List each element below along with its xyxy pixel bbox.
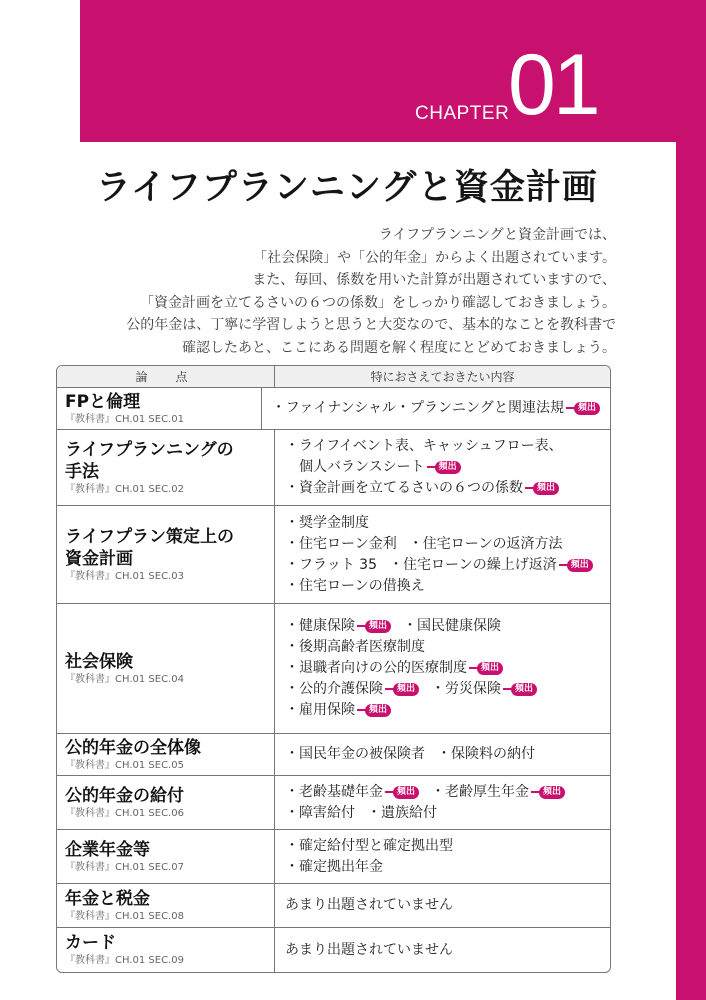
content-line	[285, 857, 600, 878]
content-item-text: ・ライフイベント表、キャッシュフロー表、	[285, 438, 563, 454]
content-item	[367, 803, 437, 824]
topic-cell	[57, 734, 275, 775]
content-item-text: ・後期高齢者医療制度	[285, 639, 425, 655]
content-line	[285, 513, 600, 534]
content-item	[285, 555, 377, 576]
topics-table	[56, 365, 611, 973]
content-line	[285, 940, 600, 961]
content-item-text: あまり出題されていません	[285, 941, 453, 958]
table-body	[57, 388, 610, 972]
content-item-text: ・障害給付	[285, 804, 355, 821]
textbook-reference: 『教科書』CH.01 SEC.06	[65, 807, 184, 819]
content-cell	[275, 506, 610, 603]
topic-title: 公的年金の給付	[65, 785, 184, 806]
content-item	[285, 836, 453, 857]
content-cell	[275, 928, 610, 972]
chapter-number: 01	[508, 37, 598, 133]
content-cell	[275, 884, 610, 927]
content-item-text: ・確定給付型と確定拠出型	[285, 837, 453, 854]
content-cell	[262, 388, 610, 429]
page-title: ライフプランニングと資金計画	[96, 168, 598, 208]
content-line	[285, 637, 600, 658]
content-line	[285, 679, 600, 700]
topic-title: カード	[65, 933, 116, 953]
frequent-badge: 頻出	[365, 704, 391, 717]
content-line	[285, 576, 600, 597]
content-item	[409, 534, 563, 555]
content-cell	[275, 830, 610, 883]
intro-paragraph	[126, 224, 616, 359]
content-cell	[275, 734, 610, 775]
topic-cell	[57, 776, 275, 829]
content-item-text: 個人バランスシート	[285, 459, 425, 475]
topic-cell	[57, 604, 275, 733]
topic-title: 企業年金等	[65, 839, 150, 860]
table-row	[57, 604, 610, 734]
content-item-text: ・老齢基礎年金	[285, 783, 383, 800]
table-row	[57, 884, 610, 928]
header-topic: 論 点	[57, 366, 275, 387]
content-item	[285, 857, 383, 878]
textbook-reference: 『教科書』CH.01 SEC.04	[65, 673, 184, 685]
content-item	[285, 658, 503, 679]
content-item-text: ・労災保険	[431, 681, 502, 697]
intro-line: ライフプランニングと資金計画では、	[378, 227, 616, 243]
textbook-reference: 『教科書』CH.01 SEC.09	[65, 955, 184, 966]
topic-cell	[57, 388, 262, 429]
topic-title: ライフプラン策定上の	[65, 526, 234, 547]
content-item-text: ・住宅ローンの返済方法	[408, 535, 563, 552]
table-row	[57, 928, 610, 972]
textbook-reference: 『教科書』CH.01 SEC.07	[65, 861, 184, 873]
topic-cell	[57, 884, 275, 927]
frequent-badge: 頻出	[511, 683, 537, 696]
frequent-badge: 頻出	[393, 786, 419, 799]
topic-cell	[57, 830, 275, 883]
content-item-text: ・老齢厚生年金	[431, 783, 530, 800]
intro-line: 「社会保険」や「公的年金」からよく出題されています。	[253, 249, 616, 266]
content-line	[285, 555, 600, 576]
topic-title: 社会保険	[65, 651, 133, 672]
chapter-side-band	[676, 0, 706, 1000]
content-line	[285, 744, 600, 765]
topic-title: ライフプランニングの	[65, 439, 234, 460]
content-item	[285, 576, 425, 597]
table-row	[57, 388, 610, 430]
content-item	[389, 555, 593, 576]
content-item-text: ・国民健康保険	[403, 618, 502, 634]
content-item-text: ・奨学金制度	[285, 514, 369, 531]
content-line	[285, 782, 600, 803]
frequent-badge: 頻出	[539, 786, 565, 799]
content-cell	[275, 604, 610, 733]
content-item	[437, 744, 535, 765]
content-item-text: ・健康保険	[285, 618, 355, 634]
content-item	[285, 457, 461, 478]
content-item-text: ・退職者向けの公的医療制度	[285, 660, 467, 676]
content-line	[285, 436, 600, 457]
content-item	[285, 803, 355, 824]
content-item-text: ・国民年金の被保険者	[285, 746, 425, 762]
textbook-reference: 『教科書』CH.01 SEC.01	[65, 413, 184, 425]
textbook-reference: 『教科書』CH.01 SEC.02	[65, 483, 184, 495]
content-item	[285, 436, 563, 457]
content-item-text: あまり出題されていません	[285, 897, 453, 913]
topic-title: 資金計画	[65, 548, 133, 569]
frequent-badge: 頻出	[365, 620, 391, 633]
content-item	[285, 895, 453, 916]
content-item-text: ・住宅ローン金利	[285, 535, 397, 552]
topic-cell	[57, 928, 275, 972]
content-item-text: ・住宅ローンの繰上げ返済	[388, 556, 557, 573]
content-line	[272, 398, 600, 419]
topic-title: 手法	[65, 461, 99, 482]
content-item	[431, 679, 537, 700]
content-item	[285, 637, 425, 658]
header-content: 特におさえておきたい内容	[370, 370, 515, 384]
table-row	[57, 830, 610, 884]
content-item	[285, 534, 397, 555]
table-row	[57, 430, 610, 506]
topic-cell	[57, 506, 275, 603]
frequent-badge: 頻出	[435, 461, 461, 474]
frequent-badge: 頻出	[574, 402, 600, 415]
intro-line: 確認したあと、ここにある問題を解く程度にとどめておきましょう。	[182, 339, 616, 356]
table-row	[57, 776, 610, 830]
content-item	[285, 700, 391, 721]
table-row	[57, 734, 610, 776]
content-cell	[275, 430, 610, 505]
content-line	[285, 803, 600, 824]
chapter-header-band	[80, 0, 706, 142]
content-line	[285, 895, 600, 916]
topic-title: 公的年金の全体像	[65, 737, 201, 758]
content-line	[285, 457, 600, 478]
table-row	[57, 506, 610, 604]
frequent-badge: 頻出	[567, 559, 593, 572]
content-line	[285, 658, 600, 679]
content-item	[285, 513, 369, 534]
textbook-reference: 『教科書』CH.01 SEC.08	[65, 910, 184, 922]
topic-title: FPと倫理	[65, 391, 141, 412]
content-item-text: ・保険料の納付	[437, 746, 535, 762]
content-item	[272, 398, 600, 419]
frequent-badge: 頻出	[393, 683, 419, 696]
content-item-text: ・フラット 35	[285, 556, 377, 573]
table-header	[57, 366, 610, 388]
content-item-text: ・確定拠出年金	[285, 858, 383, 875]
content-line	[285, 616, 600, 637]
content-item	[285, 782, 419, 803]
frequent-badge: 頻出	[477, 662, 503, 675]
intro-line: 公的年金は、丁寧に学習しようと思うと大変なので、基本的なことを教科書で	[126, 317, 616, 333]
content-item-text: ・雇用保険	[285, 702, 355, 718]
content-item	[403, 616, 501, 637]
content-line	[285, 700, 600, 721]
content-item-text: ・資金計画を立てるさいの６つの係数	[285, 480, 523, 496]
content-item	[285, 940, 453, 961]
topic-cell	[57, 430, 275, 505]
chapter-label: CHAPTER	[415, 103, 510, 124]
content-item	[285, 679, 419, 700]
content-item	[431, 782, 565, 803]
intro-line: 「資金計画を立てるさいの６つの係数」をしっかり確認しておきましょう。	[140, 294, 616, 311]
topic-title: 年金と税金	[65, 888, 150, 909]
content-item-text: ・ファイナンシャル・プランニングと関連法規	[271, 400, 564, 416]
content-item-text: ・住宅ローンの借換え	[285, 577, 425, 594]
textbook-reference: 『教科書』CH.01 SEC.03	[65, 570, 184, 582]
textbook-reference: 『教科書』CH.01 SEC.05	[65, 759, 184, 771]
content-line	[285, 534, 600, 555]
content-item-text: ・公的介護保険	[285, 681, 383, 697]
content-item	[285, 616, 391, 637]
content-line	[285, 836, 600, 857]
content-cell	[275, 776, 610, 829]
frequent-badge: 頻出	[533, 482, 559, 495]
content-line	[285, 478, 600, 499]
content-item	[285, 744, 425, 765]
intro-line: また、毎回、係数を用いた計算が出題されていますので、	[252, 272, 616, 288]
content-item-text: ・遺族給付	[367, 804, 437, 821]
content-item	[285, 478, 559, 499]
